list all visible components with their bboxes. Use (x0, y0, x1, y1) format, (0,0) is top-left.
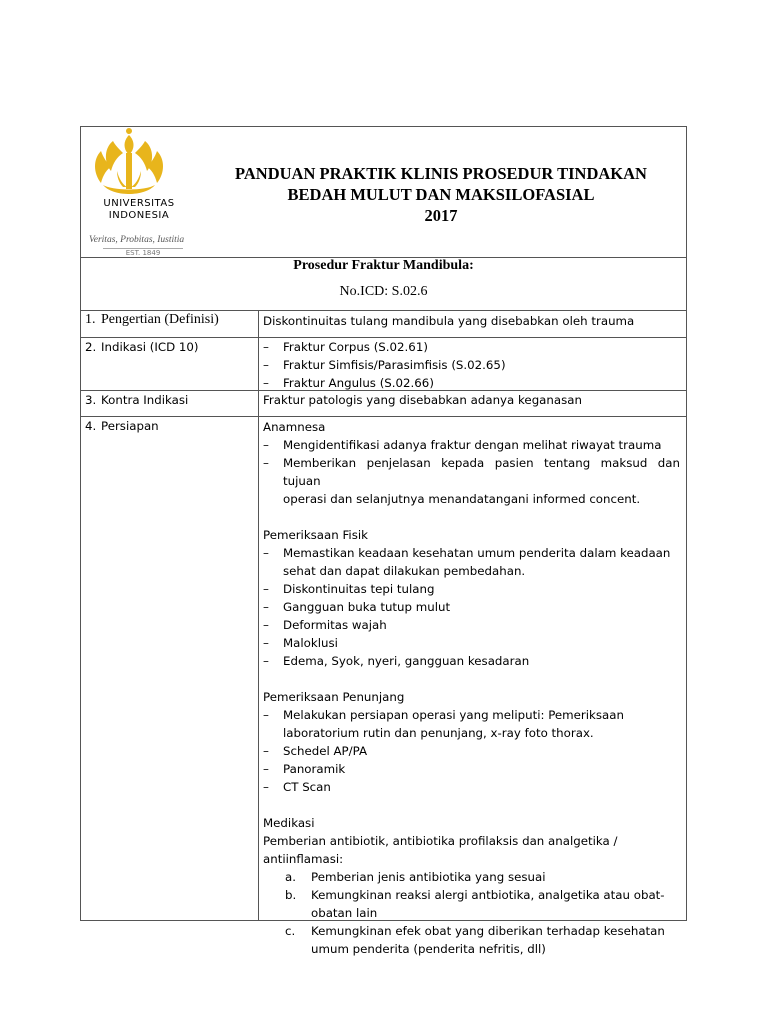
logo-name: UNIVERSITAS (103, 198, 175, 209)
list-marker: a. (285, 870, 296, 884)
row-content (263, 418, 680, 958)
row-definition (81, 310, 686, 338)
section-heading: Pemeriksaan Penunjang (263, 690, 405, 704)
logo-name-2: INDONESIA (108, 210, 170, 221)
row-content: Fraktur patologis yang disebabkan adanya keganasan (263, 393, 582, 407)
list-item: – CT Scan (263, 778, 680, 796)
section-heading: Pemeriksaan Fisik (263, 528, 368, 542)
list-item-continuation: sehat dan dapat dilakukan pembedahan. (283, 564, 526, 578)
list-item: – Melakukan persiapan operasi yang meliputi: Pemeriksaan (263, 706, 680, 724)
paragraph: Pemberian antibiotik, antibiotika profilaksis dan analgetika / (263, 834, 618, 848)
logo-motto: Veritas, Probitas, Iustitia (89, 235, 185, 245)
title-line-1: PANDUAN PRAKTIK KLINIS PROSEDUR TINDAKAN (235, 164, 647, 183)
list-item-text: Kemungkinan efek obat yang diberikan terhadap kesehatan (311, 924, 665, 938)
list-item (263, 868, 680, 886)
row-number: 4. (85, 419, 97, 433)
list-marker: c. (285, 924, 296, 938)
paragraph-continuation: antiinflamasi: (263, 852, 344, 866)
list-marker: b. (285, 888, 297, 902)
row-number: 1. (85, 312, 96, 327)
procedure-title: Prosedur Fraktur Mandibula: (293, 258, 474, 273)
row-content (263, 338, 680, 392)
row-content: Diskontinuitas tulang mandibula yang disebabkan oleh trauma (263, 314, 635, 328)
document-table (80, 126, 687, 956)
list-item: – Edema, Syok, nyeri, gangguan kesadaran (263, 652, 680, 670)
row-label: Kontra Indikasi (101, 393, 189, 407)
section-heading: Anamnesa (263, 420, 326, 434)
document-title (201, 163, 681, 226)
row-label: Persiapan (101, 419, 159, 433)
list-item: – Fraktur Angulus (S.02.66) (263, 374, 680, 392)
row-label: Pengertian (Definisi) (101, 312, 219, 327)
title-line-2: BEDAH MULUT DAN MAKSILOFASIAL (287, 185, 595, 204)
header (81, 127, 686, 258)
list-item: – Fraktur Simfisis/Parasimfisis (S.02.65) (263, 356, 680, 374)
logo-est: EST. 1849 (103, 248, 183, 258)
list-item-continuation: obatan lain (311, 906, 378, 920)
row-contraindication (81, 391, 686, 417)
list-item: – Fraktur Corpus (S.02.61) (263, 338, 680, 356)
list-item-continuation: laboratorium rutin dan penunjang, x-ray foto thorax. (283, 726, 594, 740)
row-label-cell (81, 338, 259, 390)
list-item (263, 886, 680, 922)
row-preparation (81, 417, 686, 956)
row-indication (81, 338, 686, 391)
list-item: – Panoramik (263, 760, 680, 778)
list-item: – Maloklusi (263, 634, 680, 652)
list-item (263, 922, 680, 958)
row-label-cell (81, 310, 259, 337)
section-heading: Medikasi (263, 816, 315, 830)
title-line-3: 2017 (424, 206, 458, 225)
row-label-cell (81, 417, 259, 920)
list-item-text: Pemberian jenis antibiotika yang sesuai (311, 870, 546, 884)
procedure-icd: No.ICD: S.02.6 (339, 284, 428, 299)
university-logo (83, 127, 193, 257)
list-item: – Diskontinuitas tepi tulang (263, 580, 680, 598)
list-item-continuation: umum penderita (penderita nefritis, dll) (311, 942, 546, 956)
row-number: 3. (85, 393, 97, 407)
row-number: 2. (85, 340, 97, 354)
list-item-continuation: operasi dan selanjutnya menandatangani informed concent. (283, 492, 641, 506)
list-item: – Schedel AP/PA (263, 742, 680, 760)
list-item: – Memberikan penjelasan kepada pasien tentang maksud dan tujuan (263, 454, 680, 490)
row-label: Indikasi (ICD 10) (101, 340, 199, 354)
list-item: – Memastikan keadaan kesehatan umum penderita dalam keadaan (263, 544, 680, 562)
list-item: – Mengidentifikasi adanya fraktur dengan melihat riwayat trauma (263, 436, 680, 454)
list-item: – Gangguan buka tutup mulut (263, 598, 680, 616)
list-item-text: Kemungkinan reaksi alergi antbiotika, analgetika atau obat- (311, 888, 665, 902)
procedure-header (81, 258, 686, 311)
list-item: – Deformitas wajah (263, 616, 680, 634)
row-label-cell (81, 391, 259, 416)
